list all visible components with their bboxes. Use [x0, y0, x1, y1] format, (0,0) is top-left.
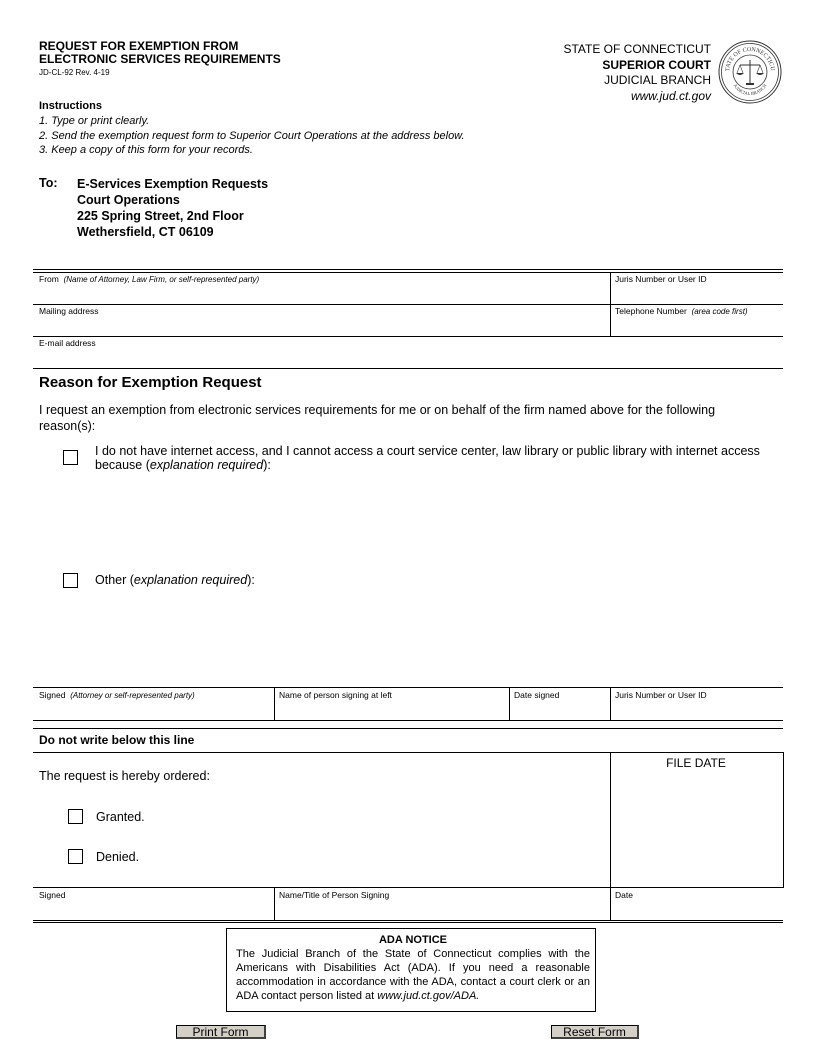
telephone-field[interactable] — [615, 306, 748, 316]
from-label: From — [39, 274, 59, 284]
file-date-box — [610, 752, 784, 888]
ordered-text: The request is hereby ordered: — [39, 769, 210, 783]
form-title-line2: ELECTRONIC SERVICES REQUIREMENTS — [39, 52, 281, 66]
website-link[interactable]: www.jud.ct.gov — [630, 88, 711, 103]
other-checkbox[interactable] — [63, 573, 78, 588]
to-label: To: — [39, 176, 58, 190]
office-date-field[interactable]: Date — [615, 890, 633, 900]
seal-top-text: TATE OF CONNECTICU — [724, 46, 776, 72]
print-form-button[interactable]: Print Form — [176, 1025, 266, 1039]
do-not-write-heading: Do not write below this line — [39, 733, 195, 747]
no-internet-end: ): — [263, 458, 271, 472]
address-line: 225 Spring Street, 2nd Floor — [77, 209, 244, 223]
ada-link[interactable]: www.jud.ct.gov/ADA. — [377, 990, 480, 1002]
divider — [33, 272, 783, 273]
address-line: Court Operations — [77, 193, 180, 207]
divider — [33, 304, 783, 305]
reason-heading: Reason for Exemption Request — [39, 374, 262, 391]
judicial-seal-icon — [718, 40, 782, 104]
address-line: E-Services Exemption Requests — [77, 177, 269, 191]
no-internet-checkbox[interactable] — [63, 450, 78, 465]
ada-heading: ADA NOTICE — [378, 934, 448, 946]
to-address — [77, 176, 268, 240]
signed-hint: (Attorney or self-represented party) — [70, 691, 195, 700]
divider — [33, 920, 783, 921]
signature-juris-field[interactable]: Juris Number or User ID — [615, 690, 707, 700]
denied-label: Denied. — [96, 850, 140, 864]
instruction-item: 1. Type or print clearly. — [39, 115, 150, 127]
juris-number-field[interactable]: Juris Number or User ID — [615, 274, 707, 284]
ada-notice — [226, 928, 596, 1012]
other-end: ): — [247, 573, 255, 587]
telephone-label: Telephone Number — [615, 306, 687, 316]
email-field[interactable]: E-mail address — [39, 338, 96, 348]
form-number: JD-CL-92 Rev. 4-19 — [39, 68, 110, 77]
divider — [33, 922, 783, 923]
court-name: SUPERIOR COURT — [602, 57, 711, 72]
instructions-list — [39, 114, 465, 158]
office-signed-field[interactable]: Signed — [39, 890, 66, 900]
ada-text — [236, 947, 590, 1003]
address-line: Wethersfield, CT 06109 — [77, 225, 214, 239]
denied-checkbox[interactable] — [68, 849, 83, 864]
branch-name: JUDICIAL BRANCH — [604, 73, 711, 87]
granted-checkbox[interactable] — [68, 809, 83, 824]
divider — [33, 720, 783, 721]
state-name: STATE OF CONNECTICUT — [563, 42, 711, 56]
telephone-hint: (area code first) — [691, 307, 748, 316]
file-date-label: FILE DATE — [666, 756, 726, 770]
divider — [33, 687, 783, 688]
ada-body: The Judicial Branch of the State of Connecticut complies with the Americans with Disabilities Act (ADA). If you need a reasonable accommodation in accordance with the ADA, contact a court clerk or an ADA contact person listed at — [236, 948, 590, 1002]
divider — [610, 687, 611, 720]
no-internet-text: I do not have internet access, and I cannot access a court service center, law library or public library with internet access because ( — [95, 444, 760, 472]
from-field[interactable] — [39, 274, 259, 284]
divider — [33, 269, 783, 270]
other-italic: explanation required — [133, 573, 248, 587]
form-title — [39, 40, 281, 66]
no-internet-italic: explanation required — [149, 458, 264, 472]
instructions-heading: Instructions — [39, 100, 102, 112]
divider — [610, 887, 611, 920]
office-name-title-field[interactable]: Name/Title of Person Signing — [279, 890, 390, 900]
mailing-address-field[interactable]: Mailing address — [39, 306, 99, 316]
divider — [33, 368, 783, 369]
date-signed-field[interactable]: Date signed — [514, 690, 560, 700]
no-internet-option — [95, 444, 770, 472]
granted-label: Granted. — [96, 810, 145, 824]
court-header — [563, 42, 711, 104]
seal-bottom-text: JUDICIAL BRANCH — [732, 83, 768, 97]
from-hint: (Name of Attorney, Law Firm, or self-represented party) — [63, 275, 260, 284]
signature-field[interactable] — [39, 690, 195, 700]
form-title-line1: REQUEST FOR EXEMPTION FROM — [39, 39, 239, 53]
instruction-item: 2. Send the exemption request form to Superior Court Operations at the address below. — [39, 129, 465, 142]
reset-form-button[interactable]: Reset Form — [551, 1025, 639, 1039]
divider — [274, 887, 275, 920]
signed-label: Signed — [39, 690, 66, 700]
other-option — [95, 573, 255, 587]
divider — [509, 687, 510, 720]
other-text: Other ( — [95, 573, 134, 587]
instruction-item: 3. Keep a copy of this form for your records. — [39, 144, 253, 156]
signer-name-field[interactable]: Name of person signing at left — [279, 690, 392, 700]
divider — [274, 687, 275, 720]
divider — [33, 336, 783, 337]
reason-text: I request an exemption from electronic services requirements for me or on behalf of the firm named above for the following reason(s): — [39, 403, 716, 433]
divider — [33, 728, 783, 729]
divider — [33, 887, 783, 888]
